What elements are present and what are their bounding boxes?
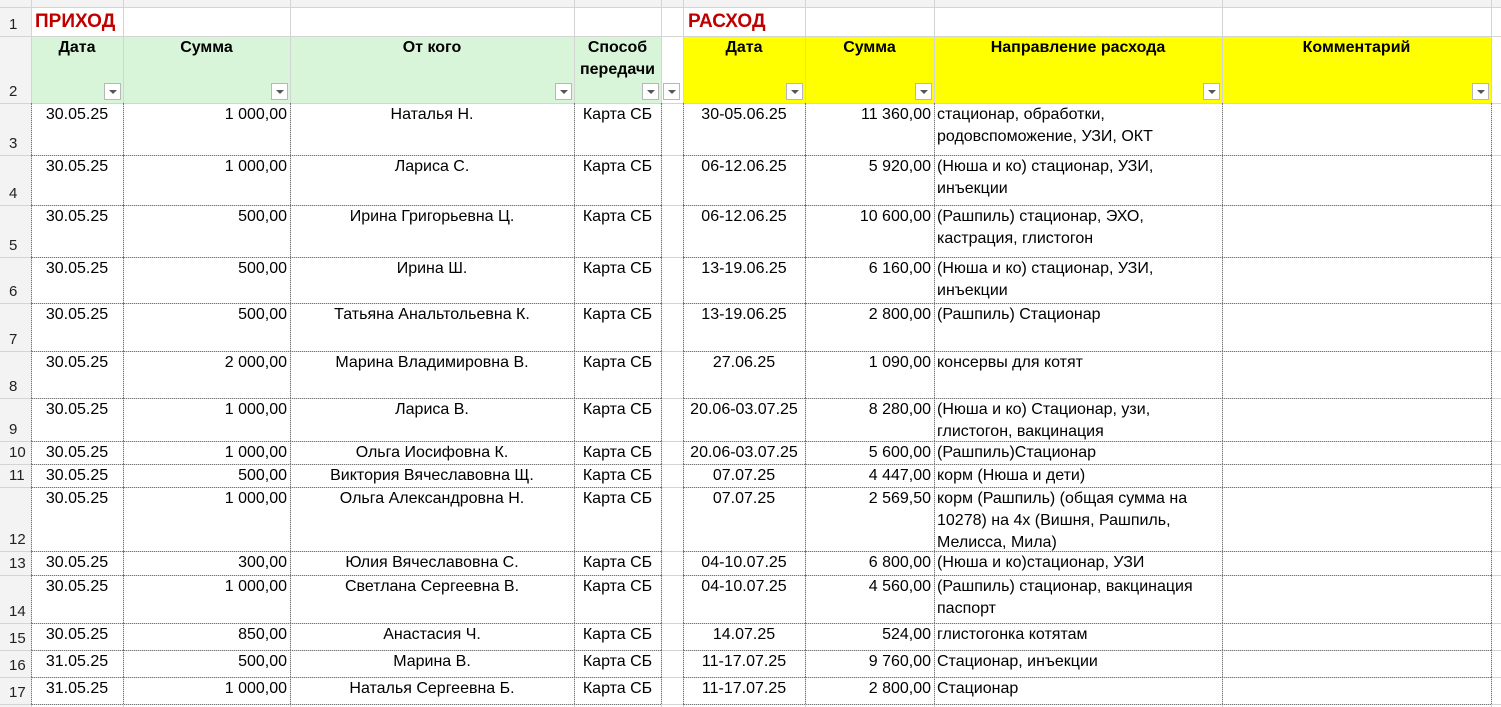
cell-border [683,398,684,441]
income-header-1[interactable]: Дата [58,39,96,56]
row-number[interactable]: 1 [9,16,18,33]
expense-cell-date[interactable]: 04-10.07.25 [701,578,787,595]
cell-border [683,464,684,487]
income-cell-amount[interactable]: 1 000,00 [224,680,287,697]
income-cell-date[interactable]: 30.05.25 [45,444,109,461]
gap-filter-dropdown-icon[interactable] [663,83,680,100]
cell-border [683,575,684,623]
cell-border [661,623,662,650]
cell-border [683,623,684,650]
income-cell-extra[interactable]: Карта СБ [582,354,653,371]
gridline-h [0,36,1501,37]
income-cell-date[interactable]: 30.05.25 [45,578,109,595]
expense-cell-text[interactable]: корм (Рашпиль) (общая сумма на 10278) на 4х (Вишня, Рашпиль, Мелисса, Мила) [937,490,1188,551]
cell-border [1491,303,1492,351]
income-cell-date[interactable]: 30.05.25 [45,490,109,507]
cell-border [1491,677,1492,704]
income-cell-text[interactable]: Наталья Н. [390,106,474,123]
row-number[interactable]: 7 [9,331,18,348]
expense-cell-date[interactable]: 13-19.06.25 [701,260,787,277]
row-number[interactable]: 14 [9,603,26,620]
income-cell-text[interactable]: Марина В. [393,653,471,670]
cell-border [1491,205,1492,257]
income-cell-text[interactable]: Лариса С. [394,158,470,175]
income-cell-date[interactable]: 30.05.25 [45,554,109,571]
income-cell-date[interactable]: 30.05.25 [45,208,109,225]
expense-header-4[interactable]: Комментарий [1302,39,1411,56]
expense-cell-amount[interactable]: 5 920,00 [868,158,931,175]
income-cell-text[interactable]: Ирина Григорьевна Ц. [349,208,515,225]
expense-cell-date[interactable]: 11-17.07.25 [701,680,787,697]
income-cell-date[interactable]: 30.05.25 [45,354,109,371]
expense-title[interactable]: РАСХОД [688,11,766,32]
income-cell-amount[interactable]: 1 000,00 [224,106,287,123]
expense-cell-date[interactable]: 30-05.06.25 [701,106,787,123]
expense-cell-text[interactable]: корм (Нюша и дети) [937,467,1086,484]
cell-border [31,623,32,650]
cell-border [31,103,32,155]
row-number[interactable]: 12 [9,531,26,548]
income-cell-amount[interactable]: 500,00 [238,653,287,670]
expense-cell-date[interactable]: 04-10.07.25 [701,554,787,571]
income-cell-text[interactable]: Лариса В. [395,401,469,418]
expense-cell-amount[interactable]: 4 560,00 [868,578,931,595]
income-cell-extra[interactable]: Карта СБ [582,401,653,418]
income-cell-date[interactable]: 30.05.25 [45,306,109,323]
expense-filter-dropdown-icon[interactable] [915,83,932,100]
expense-filter-dropdown-icon[interactable] [786,83,803,100]
cell-border [31,575,32,623]
row-number[interactable]: 13 [9,555,26,572]
expense-cell-date[interactable]: 06-12.06.25 [701,208,787,225]
cell-border [31,677,32,704]
row-number[interactable]: 8 [9,378,18,395]
cell-border [661,677,662,704]
cell-border [1491,257,1492,303]
expense-cell-text[interactable]: (Нюша и ко) стационар, УЗИ, инъекции [937,260,1154,299]
expense-cell-amount[interactable]: 9 760,00 [868,653,931,670]
income-header-3[interactable]: От кого [402,39,462,56]
cell-border [683,487,684,551]
row-border [31,704,661,705]
expense-cell-text[interactable]: (Нюша и ко) Стационар, узи, глистогон, вакцинация [937,401,1151,440]
cell-border [661,303,662,351]
row-number[interactable]: 2 [9,83,18,100]
cell-border [31,441,32,464]
income-header-2[interactable]: Сумма [180,39,233,56]
cell-border [1491,351,1492,398]
income-cell-date[interactable]: 31.05.25 [45,653,109,670]
income-header-4[interactable]: Способ передачи [579,39,655,78]
cell-border [31,155,32,205]
income-filter-dropdown-icon[interactable] [271,83,288,100]
income-title[interactable]: ПРИХОД [35,11,116,32]
cell-border [1491,650,1492,677]
expense-cell-amount[interactable]: 11 360,00 [861,106,931,123]
expense-cell-extra[interactable] [1222,442,1491,464]
income-cell-date[interactable]: 30.05.25 [45,158,109,175]
income-filter-dropdown-icon[interactable] [104,83,121,100]
cell-border [31,205,32,257]
income-cell-date[interactable]: 30.05.25 [45,106,109,123]
expense-cell-text[interactable]: (Рашпиль) стационар, ЭХО, кастрация, глистогон [937,208,1144,247]
expense-cell-amount[interactable]: 2 800,00 [868,306,931,323]
row-number[interactable]: 4 [9,185,18,202]
income-cell-text[interactable]: Марина Владимировна В. [335,354,529,371]
income-cell-amount[interactable]: 1 000,00 [224,401,287,418]
cell-border [31,351,32,398]
income-cell-extra[interactable]: Карта СБ [582,444,653,461]
cell-border [1491,487,1492,551]
income-cell-text[interactable]: Татьяна Анальтольевна К. [334,306,530,323]
income-cell-text[interactable]: Ирина Ш. [396,260,468,277]
expense-cell-text[interactable]: (Рашпиль) стационар, вакцинация паспорт [937,578,1193,617]
income-cell-amount[interactable]: 300,00 [238,554,287,571]
income-cell-date[interactable]: 30.05.25 [45,467,109,484]
income-cell-text[interactable]: Светлана Сергеевна В. [344,578,520,595]
row-number[interactable]: 6 [9,283,18,300]
cell-border [661,398,662,441]
expense-cell-extra[interactable] [1222,304,1491,351]
cell-border [683,303,684,351]
expense-cell-extra[interactable] [1222,576,1491,623]
income-cell-text[interactable]: Ольга Иосифовна К. [355,444,509,461]
row-number[interactable]: 15 [9,630,26,647]
income-cell-amount[interactable]: 500,00 [238,208,287,225]
cell-border [661,351,662,398]
cell-border [1491,155,1492,205]
expense-cell-text[interactable]: (Рашпиль)Стационар [937,444,1097,461]
cell-border [1491,103,1492,155]
expense-cell-date[interactable]: 07.07.25 [712,490,776,507]
cell-border [661,155,662,205]
row-number[interactable]: 10 [9,444,26,461]
cell-border [661,464,662,487]
expense-cell-text[interactable]: Стационар [937,680,1019,697]
expense-cell-amount[interactable]: 524,00 [882,626,931,643]
income-cell-date[interactable]: 30.05.25 [45,260,109,277]
income-cell-extra[interactable]: Карта СБ [582,306,653,323]
income-cell-text[interactable]: Виктория Вячеславовна Щ. [330,467,534,484]
income-cell-amount[interactable]: 1 000,00 [224,490,287,507]
row-border [683,704,1491,705]
income-cell-extra[interactable]: Карта СБ [582,467,653,484]
expense-cell-text[interactable]: (Нюша и ко)стационар, УЗИ [937,554,1145,571]
cell-border [1491,575,1492,623]
expense-header-2[interactable]: Сумма [843,39,896,56]
cell-border [661,487,662,551]
expense-cell-extra[interactable] [1222,104,1491,155]
expense-cell-amount[interactable]: 2 569,50 [868,490,931,507]
cell-border [31,650,32,677]
cell-border [1491,623,1492,650]
expense-cell-date[interactable]: 11-17.07.25 [701,653,787,670]
cell-border [661,575,662,623]
income-cell-amount[interactable]: 1 000,00 [224,578,287,595]
cell-border [31,464,32,487]
expense-cell-text[interactable]: глистогонка котятам [937,626,1088,643]
expense-cell-text[interactable]: консервы для котят [937,354,1083,371]
expense-cell-extra[interactable] [1222,352,1491,398]
expense-cell-extra[interactable] [1222,651,1491,677]
income-cell-amount[interactable]: 850,00 [238,626,287,643]
expense-filter-dropdown-icon[interactable] [1472,83,1489,100]
row-number[interactable]: 17 [9,684,26,701]
cell-border [683,351,684,398]
cell-border [661,205,662,257]
expense-cell-text[interactable]: Стационар, инъекции [937,653,1098,670]
income-filter-dropdown-icon[interactable] [642,83,659,100]
cell-border [683,441,684,464]
cell-border [1491,464,1492,487]
income-cell-extra[interactable]: Карта СБ [582,680,653,697]
row-number[interactable]: 16 [9,657,26,674]
expense-cell-extra[interactable] [1222,258,1491,303]
income-cell-amount[interactable]: 500,00 [238,306,287,323]
expense-cell-amount[interactable]: 10 600,00 [859,208,931,225]
expense-cell-extra[interactable] [1222,399,1491,441]
income-cell-amount[interactable]: 1 000,00 [224,158,287,175]
row-number[interactable]: 9 [9,421,18,438]
expense-cell-date[interactable]: 07.07.25 [712,467,776,484]
expense-cell-amount[interactable]: 6 160,00 [868,260,931,277]
cell-border [683,205,684,257]
income-cell-text[interactable]: Юлия Вячеславовна С. [345,554,519,571]
cell-border [1491,398,1492,441]
income-cell-extra[interactable]: Карта СБ [582,554,653,571]
income-cell-extra[interactable]: Карта СБ [582,653,653,670]
expense-cell-extra[interactable] [1222,156,1491,205]
income-cell-extra[interactable]: Карта СБ [582,578,653,595]
cell-border [661,551,662,575]
income-cell-extra[interactable]: Карта СБ [582,106,653,123]
cell-border [1491,551,1492,575]
cell-border [661,650,662,677]
expense-header-3[interactable]: Направление расхода [990,39,1166,56]
income-cell-extra[interactable]: Карта СБ [582,208,653,225]
expense-cell-amount[interactable]: 5 600,00 [868,444,931,461]
expense-cell-amount[interactable]: 8 280,00 [868,401,931,418]
expense-cell-amount[interactable]: 4 447,00 [868,467,931,484]
income-cell-text[interactable]: Анастасия Ч. [383,626,481,643]
expense-header-1[interactable]: Дата [725,39,763,56]
cell-border [661,103,662,155]
cell-border [31,303,32,351]
cell-border [31,487,32,551]
expense-cell-extra[interactable] [1222,465,1491,487]
expense-cell-amount[interactable]: 2 800,00 [868,680,931,697]
expense-cell-extra[interactable] [1222,552,1491,575]
income-cell-amount[interactable]: 500,00 [238,260,287,277]
expense-cell-date[interactable]: 14.07.25 [712,626,776,643]
cell-border [683,103,684,155]
income-cell-extra[interactable]: Карта СБ [582,158,653,175]
income-cell-text[interactable]: Ольга Александровна Н. [339,490,525,507]
gridline-h [0,7,1501,8]
cell-border [683,155,684,205]
cell-border [31,551,32,575]
row-number[interactable]: 3 [9,135,18,152]
expense-cell-text[interactable]: (Рашпиль) Стационар [937,306,1101,323]
expense-cell-extra[interactable] [1222,206,1491,257]
income-cell-date[interactable]: 31.05.25 [45,680,109,697]
cell-border [31,257,32,303]
cell-border [661,257,662,303]
income-cell-amount[interactable]: 2 000,00 [224,354,287,371]
income-cell-amount[interactable]: 1 000,00 [224,444,287,461]
row-number[interactable]: 11 [9,467,25,484]
income-cell-date[interactable]: 30.05.25 [45,401,109,418]
expense-cell-date[interactable]: 13-19.06.25 [701,306,787,323]
expense-cell-extra[interactable] [1222,678,1491,704]
expense-cell-text[interactable]: стационар, обработки, родовспоможение, УЗИ, ОКТ [937,106,1153,145]
income-cell-date[interactable]: 30.05.25 [45,626,109,643]
expense-cell-date[interactable]: 06-12.06.25 [701,158,787,175]
cell-border [31,398,32,441]
cell-border [1491,441,1492,464]
income-cell-amount[interactable]: 500,00 [238,467,287,484]
expense-cell-extra[interactable] [1222,488,1491,551]
income-cell-text[interactable]: Наталья Сергеевна Б. [349,680,515,697]
cell-border [683,551,684,575]
expense-cell-date[interactable]: 20.06-03.07.25 [690,444,798,461]
cell-border [683,257,684,303]
expense-cell-extra[interactable] [1222,624,1491,650]
expense-cell-amount[interactable]: 1 090,00 [868,354,931,371]
expense-filter-dropdown-icon[interactable] [1203,83,1220,100]
expense-cell-amount[interactable]: 6 800,00 [868,554,931,571]
cell-border [683,677,684,704]
income-cell-extra[interactable]: Карта СБ [582,490,653,507]
row-number[interactable]: 5 [9,237,18,254]
expense-cell-date[interactable]: 27.06.25 [712,354,776,371]
cell-border [683,650,684,677]
expense-cell-date[interactable]: 20.06-03.07.25 [690,401,798,418]
cell-border [661,441,662,464]
income-filter-dropdown-icon[interactable] [555,83,572,100]
income-cell-extra[interactable]: Карта СБ [582,626,653,643]
income-cell-extra[interactable]: Карта СБ [582,260,653,277]
expense-cell-text[interactable]: (Нюша и ко) стационар, УЗИ, инъекции [937,158,1154,197]
